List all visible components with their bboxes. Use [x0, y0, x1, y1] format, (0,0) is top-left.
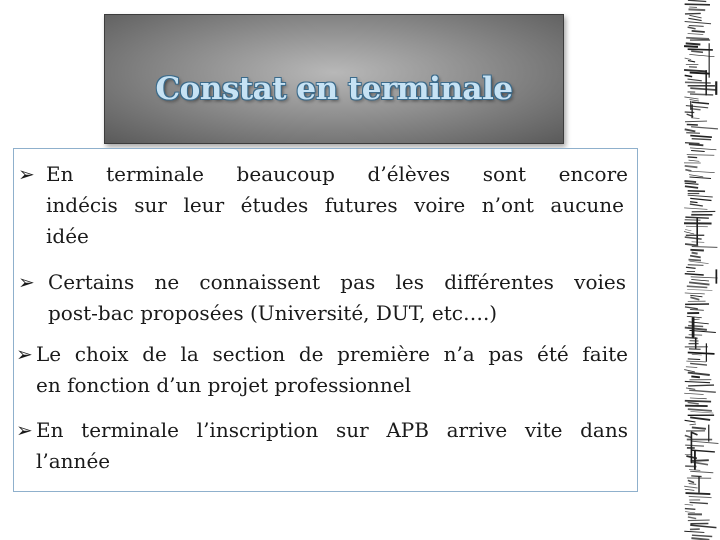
- bullet-line: En terminale l’inscription sur APB arrive vite dans: [36, 418, 628, 442]
- bullet-line: Certains ne connaissent pas les différentes voies: [48, 270, 626, 294]
- bullet-line: en fonction d’un projet professionnel: [36, 373, 412, 397]
- bullet-item: [36, 339, 628, 401]
- bullet-line: l’année: [36, 449, 111, 473]
- title-box: [104, 14, 564, 144]
- slide-title: Constat en terminale: [155, 71, 513, 107]
- bullet-item: [36, 415, 628, 477]
- bullet-item: [46, 159, 628, 252]
- arrow-bullet-icon: ➢: [18, 270, 35, 294]
- torn-edge-border: [680, 0, 720, 540]
- arrow-bullet-icon: ➢: [18, 162, 35, 186]
- content-box: [13, 148, 638, 492]
- bullet-line: idée: [46, 224, 89, 248]
- bullet-item: [48, 267, 626, 329]
- bullet-line: indécis sur leur études futures voire n’ont aucune: [46, 193, 624, 217]
- arrow-bullet-icon: ➢: [16, 342, 33, 366]
- arrow-bullet-icon: ➢: [16, 418, 33, 442]
- bullet-line: Le choix de la section de première n’a pas été faite: [36, 342, 628, 366]
- bullet-line: En terminale beaucoup d’élèves sont encore: [46, 162, 628, 186]
- bullet-line: post-bac proposées (Université, DUT, etc….): [48, 301, 498, 325]
